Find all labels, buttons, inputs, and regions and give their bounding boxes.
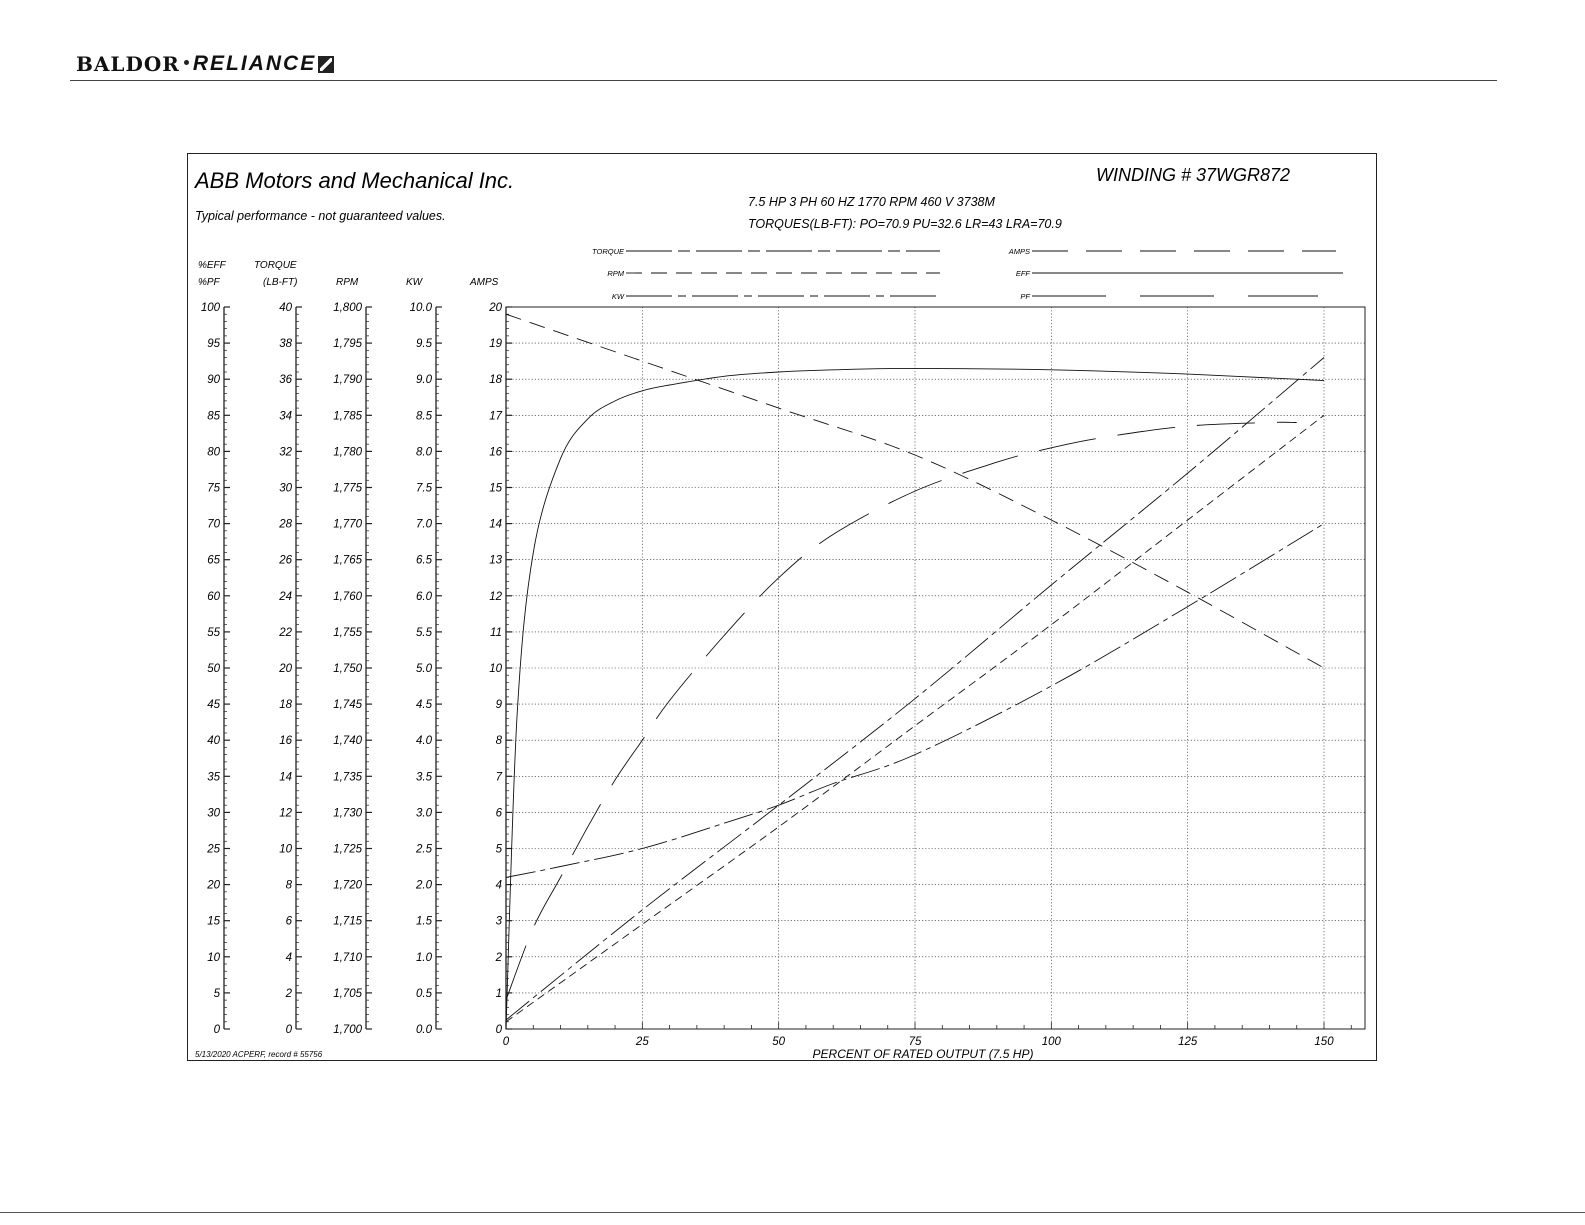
y-tick-label: 9.5: [416, 338, 432, 351]
y-tick-label: 11: [490, 626, 502, 639]
y-tick-label: 8: [285, 879, 292, 892]
y-tick-label: 7.5: [416, 482, 432, 495]
grid: [506, 307, 1365, 1029]
y-axis-0: [198, 260, 230, 1036]
y-tick-label: 1,755: [333, 626, 362, 639]
legend-item-pf: [1020, 292, 1318, 301]
legend: [592, 247, 1343, 301]
y-tick-label: 8: [495, 735, 502, 748]
y-tick-label: 4: [495, 879, 502, 892]
y-tick-label: 100: [200, 302, 220, 314]
header-rule: [70, 80, 1497, 81]
x-axis-title: PERCENT OF RATED OUTPUT (7.5 HP): [812, 1047, 1034, 1061]
y-tick-label: 40: [207, 735, 220, 748]
legend-label: AMPS: [1008, 247, 1030, 256]
y-tick-label: 75: [207, 482, 220, 495]
y-tick-label: 1,735: [333, 771, 362, 784]
y-tick-label: 15: [207, 915, 220, 928]
y-tick-label: 4.0: [416, 735, 432, 748]
y-tick-label: 9.0: [416, 374, 432, 387]
y-tick-label: 2: [495, 951, 502, 964]
y-tick-label: 19: [489, 338, 502, 351]
y-tick-label: 28: [279, 518, 292, 531]
y-tick-label: 4: [285, 951, 292, 964]
y-tick-label: 16: [279, 735, 292, 748]
y-tick-label: 26: [279, 554, 292, 567]
y-tick-label: 0: [495, 1024, 502, 1036]
y-tick-label: 65: [207, 554, 220, 567]
y-tick-label: 36: [279, 374, 292, 387]
y-tick-label: 12: [279, 807, 292, 820]
y-tick-label: 60: [207, 590, 220, 603]
y-tick-label: 1,725: [333, 843, 362, 856]
y-tick-label: 90: [207, 374, 220, 387]
winding-number: WINDING # 37WGR872: [1096, 165, 1291, 185]
y-tick-label: 1,780: [333, 446, 362, 459]
y-tick-label: 15: [489, 482, 502, 495]
record-footer: 5/13/2020 ACPERF, record # 55756: [195, 1050, 323, 1059]
y-tick-label: 40: [279, 302, 292, 314]
y-tick-label: 1.5: [416, 915, 432, 928]
series-line-pf: [506, 422, 1297, 1000]
y-tick-label: 1,770: [333, 518, 362, 531]
y-tick-label: 50: [207, 663, 220, 675]
y-tick-label: 10: [279, 843, 292, 856]
y-tick-label: 1,800: [333, 302, 362, 314]
y-tick-label: 7: [495, 771, 502, 784]
legend-label: TORQUE: [592, 247, 624, 256]
x-tick-label: 50: [772, 1036, 786, 1048]
y-axis-4: [469, 277, 512, 1036]
legend-label: KW: [611, 292, 624, 301]
x-tick-label: 75: [908, 1036, 922, 1048]
y-tick-label: 20: [207, 879, 220, 892]
y-tick-label: 0: [285, 1024, 292, 1036]
y-tick-label: 20: [489, 302, 502, 314]
y-axis-title: TORQUE: [254, 260, 297, 271]
footer-rule: [0, 1212, 1585, 1213]
legend-label: EFF: [1015, 269, 1030, 278]
y-tick-label: 18: [279, 699, 292, 712]
y-tick-label: 2.5: [416, 843, 432, 856]
y-tick-label: 1,765: [333, 554, 362, 567]
y-tick-label: 20: [279, 663, 292, 675]
y-tick-label: 1,750: [333, 663, 362, 675]
y-tick-label: 5.5: [416, 626, 432, 639]
y-tick-label: 25: [207, 843, 220, 856]
brand-separator-dot: [184, 60, 189, 65]
y-tick-label: 32: [279, 446, 292, 459]
y-axis-title: %PF: [198, 277, 220, 288]
y-tick-label: 1,760: [333, 590, 362, 603]
y-tick-label: 1,745: [333, 699, 362, 712]
y-tick-label: 0.5: [416, 987, 432, 1000]
y-axes: [198, 260, 512, 1036]
y-tick-label: 7.0: [416, 518, 432, 531]
y-axis-3: [406, 277, 442, 1036]
y-tick-label: 95: [207, 338, 220, 351]
x-axis: [503, 1022, 1351, 1048]
x-tick-label: 150: [1314, 1036, 1334, 1048]
y-axis-title: KW: [406, 277, 423, 288]
y-tick-label: 22: [279, 626, 292, 639]
y-tick-label: 1,700: [333, 1024, 362, 1036]
legend-item-kw: [612, 292, 940, 301]
y-tick-label: 1,795: [333, 338, 362, 351]
y-tick-label: 6: [495, 807, 502, 820]
y-tick-label: 1,740: [333, 735, 362, 748]
legend-item-torque: [592, 247, 940, 256]
x-tick-label: 100: [1041, 1036, 1061, 1048]
y-tick-label: 10.0: [409, 302, 432, 314]
y-tick-label: 6.0: [416, 590, 432, 603]
y-tick-label: 1,720: [333, 879, 362, 892]
y-tick-label: 0: [213, 1024, 220, 1036]
brand-logo: [76, 52, 334, 76]
performance-chart: [188, 154, 1378, 1062]
y-tick-label: 10: [489, 663, 502, 675]
y-tick-label: 1,715: [333, 915, 362, 928]
y-tick-label: 14: [279, 771, 292, 784]
y-tick-label: 38: [279, 338, 292, 351]
y-tick-label: 4.5: [416, 699, 432, 712]
y-tick-label: 8.5: [416, 410, 432, 423]
y-tick-label: 1,790: [333, 374, 362, 387]
y-tick-label: 17: [489, 410, 502, 423]
performance-sheet: [187, 153, 1377, 1061]
y-tick-label: 30: [279, 482, 292, 495]
y-tick-label: 18: [489, 374, 502, 387]
brand-name-reliance: RELIANCE: [192, 52, 317, 75]
y-tick-label: 24: [279, 590, 292, 603]
x-tick-label: 0: [502, 1036, 510, 1048]
x-tick-label: 125: [1178, 1036, 1198, 1048]
y-tick-label: 80: [207, 446, 220, 459]
y-tick-label: 45: [207, 699, 220, 712]
y-tick-label: 16: [489, 446, 502, 459]
y-tick-label: 3.0: [416, 807, 432, 820]
x-tick-label: 25: [635, 1036, 649, 1048]
y-axis-title: (LB-FT): [263, 277, 298, 288]
y-tick-label: 1,710: [333, 951, 362, 964]
y-tick-label: 30: [207, 807, 220, 820]
y-tick-label: 1.0: [416, 951, 432, 964]
y-tick-label: 1: [495, 987, 502, 1000]
y-tick-label: 5: [495, 843, 502, 856]
y-axis-title: RPM: [336, 277, 359, 288]
y-tick-label: 14: [489, 518, 502, 531]
y-tick-label: 8.0: [416, 446, 432, 459]
disclaimer-text: Typical performance - not guaranteed values.: [195, 209, 446, 223]
y-tick-label: 5.0: [416, 663, 432, 675]
legend-item-amps: [1008, 247, 1336, 256]
y-tick-label: 10: [207, 951, 220, 964]
y-tick-label: 3.5: [416, 771, 432, 784]
y-tick-label: 9: [495, 699, 502, 712]
y-axis-title: %EFF: [198, 260, 226, 271]
legend-item-rpm: [607, 269, 940, 278]
company-name: ABB Motors and Mechanical Inc.: [195, 168, 515, 193]
reliance-r-logo-icon: [318, 56, 334, 73]
y-tick-label: 2.0: [416, 879, 432, 892]
legend-label: PF: [1020, 292, 1030, 301]
y-tick-label: 55: [207, 626, 220, 639]
y-tick-label: 2: [285, 987, 292, 1000]
y-tick-label: 1,775: [333, 482, 362, 495]
y-tick-label: 5: [213, 987, 220, 1000]
y-tick-label: 85: [207, 410, 220, 423]
brand-name-baldor: BALDOR: [76, 52, 180, 76]
torques-line: TORQUES(LB-FT): PO=70.9 PU=32.6 LR=43 LRA=70.9: [748, 217, 1062, 231]
y-tick-label: 6: [285, 915, 292, 928]
y-tick-label: 35: [207, 771, 220, 784]
y-tick-label: 70: [207, 518, 220, 531]
legend-item-eff: [1016, 269, 1343, 278]
y-axis-1: [254, 260, 302, 1036]
y-tick-label: 6.5: [416, 554, 432, 567]
y-tick-label: 34: [279, 410, 292, 423]
y-tick-label: 13: [489, 554, 502, 567]
y-axis-title: AMPS: [470, 277, 499, 288]
y-tick-label: 3: [495, 915, 502, 928]
y-tick-label: 1,730: [333, 807, 362, 820]
y-tick-label: 1,785: [333, 410, 362, 423]
y-tick-label: 12: [489, 590, 502, 603]
legend-label: RPM: [607, 269, 624, 278]
rating-line: 7.5 HP 3 PH 60 HZ 1770 RPM 460 V 3738M: [748, 195, 995, 209]
y-tick-label: 0.0: [416, 1024, 432, 1036]
y-tick-label: 1,705: [333, 987, 362, 1000]
y-axis-2: [333, 277, 372, 1036]
